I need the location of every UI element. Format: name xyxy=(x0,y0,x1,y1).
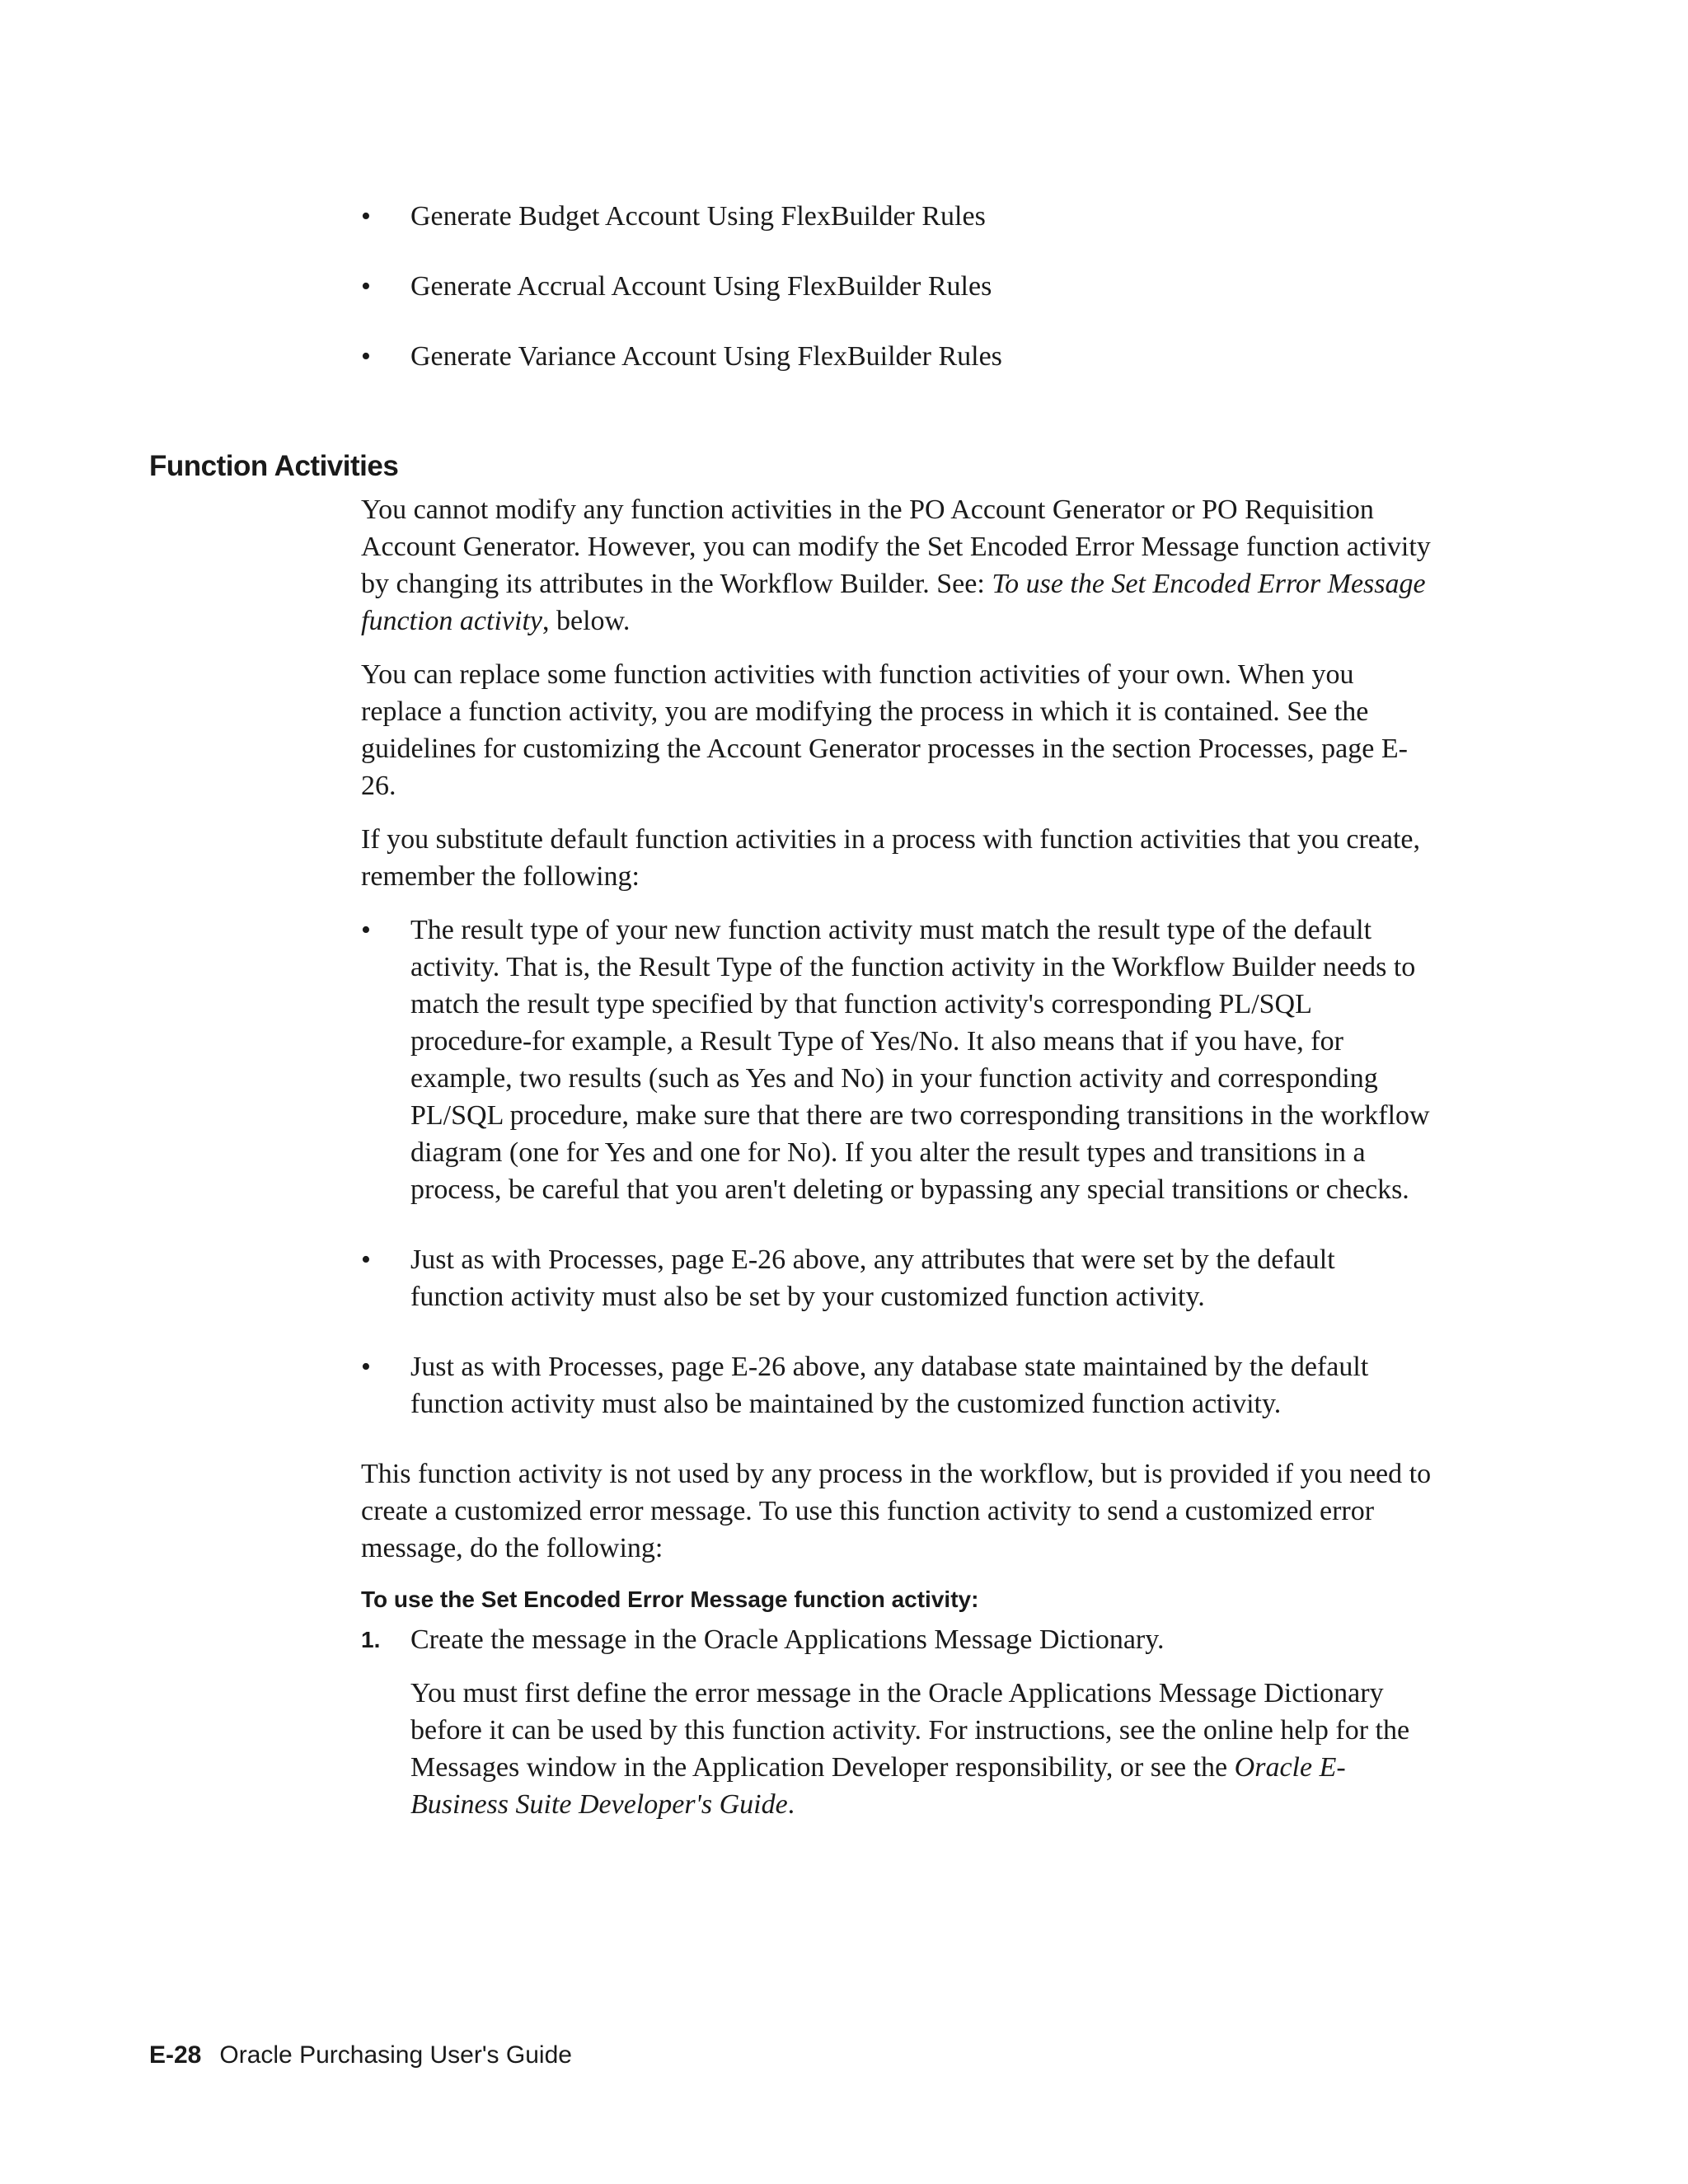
bullet-icon: • xyxy=(361,1244,371,1275)
book-title: Oracle Purchasing User's Guide xyxy=(219,2041,572,2069)
top-bullet-list xyxy=(361,198,1432,408)
step-description xyxy=(410,1675,1432,1823)
step-description-text: You must first define the error message in the Oracle Applications Message Dictionary before it can be used by this function activity. For instructions, see the online help for the Messages window in the Application Developer responsibility, or see the xyxy=(410,1678,1410,1783)
step-description-text: . xyxy=(787,1789,795,1820)
list-item-text: Generate Accrual Account Using FlexBuilder Rules xyxy=(410,271,992,302)
list-item-text: Just as with Processes, page E-26 above, any database state maintained by the default function activity must also be maintained by the customized function activity. xyxy=(410,1352,1369,1419)
step-title: Create the message in the Oracle Applications Message Dictionary. xyxy=(410,1624,1165,1655)
guidelines-list xyxy=(361,912,1432,1422)
paragraph: You can replace some function activities with function activities of your own. When you replace a function activity, you are modifying the process in which it is contained. See the guidelines for customizing the Account Generator processes in the section Processes, page E-26. xyxy=(361,659,1408,801)
book-reference: Oracle E-Business Suite Developer's Guide xyxy=(410,1752,1346,1820)
list-item xyxy=(361,268,1432,305)
list-item-text: Generate Budget Account Using FlexBuilder Rules xyxy=(410,201,986,232)
bullet-icon: • xyxy=(361,271,371,302)
paragraph xyxy=(361,491,1432,640)
list-item xyxy=(361,338,1432,375)
page-footer xyxy=(149,2039,572,2072)
bullet-icon: • xyxy=(361,201,371,232)
step-number: 1. xyxy=(361,1627,381,1652)
list-item-text: Just as with Processes, page E-26 above, any attributes that were set by the default function activity must also be set by your customized function activity. xyxy=(410,1244,1335,1312)
list-item xyxy=(361,912,1432,1208)
page-number: E-28 xyxy=(149,2041,202,2069)
list-item-text: The result type of your new function activity must match the result type of the default activity. That is, the Result Type of the function activity in the Workflow Builder needs to match the result type specified by that function activity's corresponding PL/SQL procedure-for example, a Result Type of Yes/No. It also means that if you have, for example, two results (such as Yes and No) in your function activity and corresponding PL/SQL procedure, make sure that there are two corresponding transitions in the workflow diagram (one for Yes and one for No). If you alter the result types and transitions in a process, be careful that you aren't deleting or bypassing any special transitions or checks. xyxy=(410,915,1430,1205)
paragraph: This function activity is not used by any process in the workflow, but is provided if you need to create a customized error message. To use this function activity to send a customized error message, do the following: xyxy=(361,1459,1432,1563)
procedure-step xyxy=(361,1621,1432,1823)
list-item xyxy=(361,1348,1432,1422)
section-body xyxy=(361,491,1432,1823)
paragraph: If you substitute default function activities in a process with function activities that you create, remember the following: xyxy=(361,824,1421,892)
bullet-icon: • xyxy=(361,1352,371,1382)
bullet-icon: • xyxy=(361,915,371,945)
paragraph-text: You cannot modify any function activities in the PO Account Generator or PO Requisition Account Generator. However, you can modify the Set Encoded Error Message function activity by changing its attributes in the Workflow Builder. See: xyxy=(361,494,1431,599)
section-heading: Function Activities xyxy=(149,450,399,482)
procedure-heading: To use the Set Encoded Error Message function activity: xyxy=(361,1586,979,1612)
list-item xyxy=(361,198,1432,235)
cross-reference: To use the Set Encoded Error Message function activity xyxy=(361,569,1426,636)
paragraph-text: , below. xyxy=(542,606,631,636)
list-item xyxy=(361,1241,1432,1315)
bullet-icon: • xyxy=(361,341,371,372)
list-item-text: Generate Variance Account Using FlexBuilder Rules xyxy=(410,341,1002,372)
